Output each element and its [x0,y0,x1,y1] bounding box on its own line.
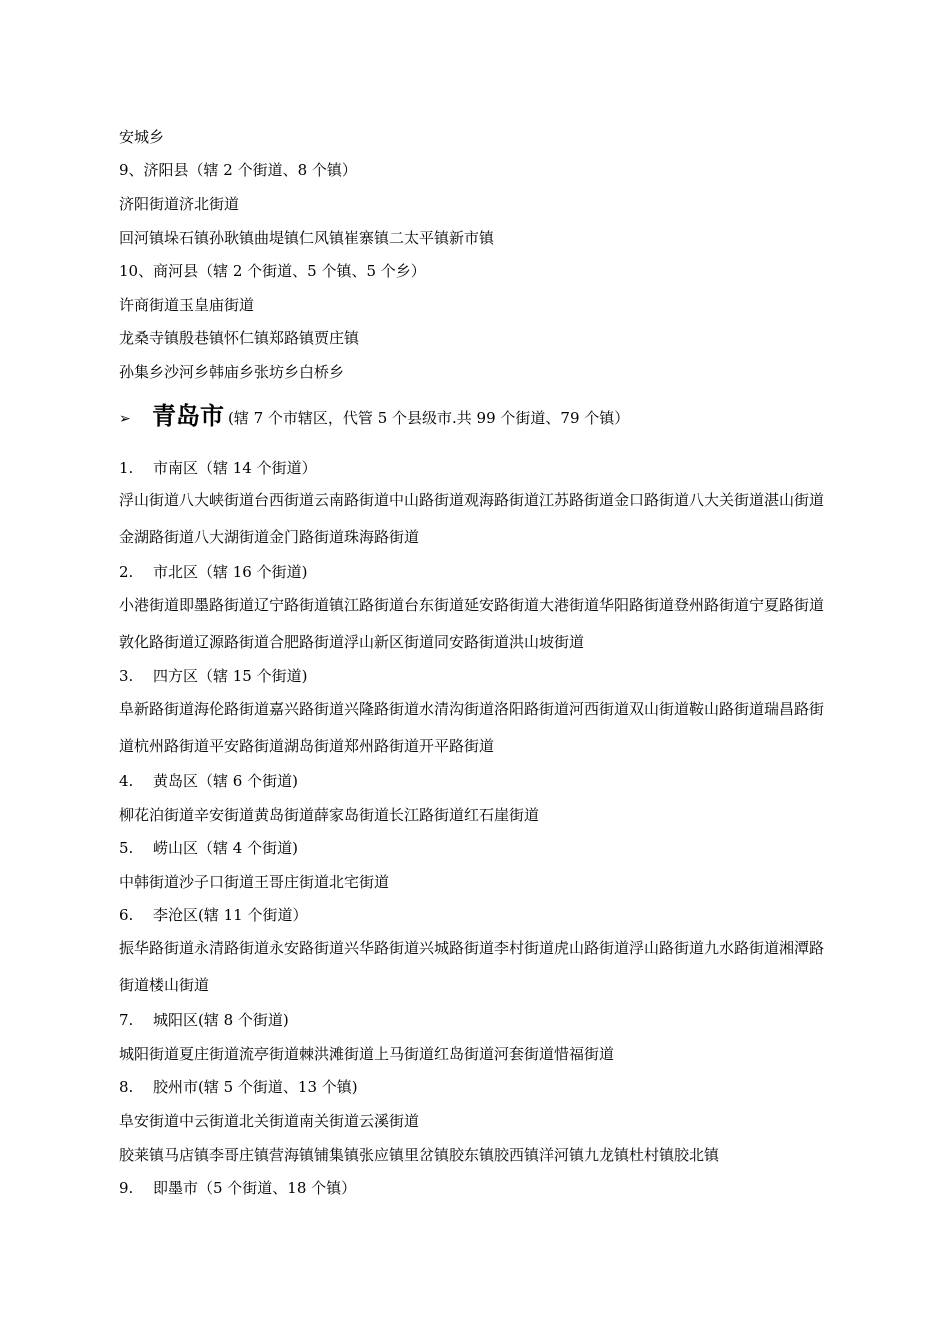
text-line: 龙桑寺镇殷巷镇怀仁镇郑路镇贾庄镇 [119,329,360,347]
district-body: 小港街道即墨路街道辽宁路街道镇江路街道台东街道延安路街道大港街道华阳路街道登州路街道宁夏路街道敦化路街道辽源路街道合肥路街道浮山新区街道同安路街道洪山坡街道 [119,596,825,651]
district-heading-text: 黄岛区（辖 6 个街道) [153,772,298,790]
list-number: 2. [119,563,134,581]
district-heading-text: 胶州市(辖 5 个街道、13 个镇) [153,1078,358,1096]
list-number: 7. [119,1011,134,1029]
list-number: 4. [119,772,134,790]
district-body: 中韩街道沙子口街道王哥庄街道北宅街道 [119,873,390,891]
district-body: 胶莱镇马店镇李哥庄镇营海镇铺集镇张应镇里岔镇胶东镇胶西镇洋河镇九龙镇杜村镇胶北镇 [119,1146,720,1164]
district-heading-text: 四方区（辖 15 个街道) [153,667,308,685]
district-heading-text: 崂山区（辖 4 个街道) [153,839,298,857]
district-heading [119,1010,831,1030]
district-heading [119,666,831,686]
list-number: 8. [119,1078,134,1096]
district-body: 阜安街道中云街道北关街道南关街道云溪街道 [119,1112,420,1130]
district-body: 振华路街道永清路街道永安路街道兴华路街道兴城路街道李村街道虎山路街道浮山路街道九水路街道湘潭路街道楼山街道 [119,939,825,994]
arrow-bullet-icon: ➢ [119,411,131,427]
section-heading-qingdao [119,398,831,438]
text-line: 济阳街道济北街道 [119,195,240,213]
district-body: 柳花泊街道辛安街道黄岛街道薛家岛街道长江路街道红石崖街道 [119,806,540,824]
county-heading-jiyang: 9、济阳县（辖 2 个街道、8 个镇） [119,161,357,179]
district-heading-text: 即墨市（5 个街道、18 个镇） [153,1179,357,1197]
district-heading [119,458,831,478]
text-line: 回河镇垛石镇孙耿镇曲堤镇仁风镇崔寨镇二太平镇新市镇 [119,229,495,247]
district-heading-text: 李沧区(辖 11 个街道） [153,906,308,924]
district-heading-text: 市南区（辖 14 个街道） [153,459,317,477]
district-heading [119,838,831,858]
text-line: 孙集乡沙河乡韩庙乡张坊乡白桥乡 [119,363,345,381]
section-title: 青岛市 [152,401,224,430]
list-number: 3. [119,667,134,685]
district-heading [119,905,831,925]
district-heading [119,562,831,582]
district-body: 城阳街道夏庄街道流亭街道棘洪滩街道上马街道红岛街道河套街道惜福街道 [119,1045,615,1063]
list-number: 1. [119,459,134,477]
section-note: (辖 7 个市辖区，代管 5 个县级市.共 99 个街道、79 个镇） [228,409,630,427]
district-heading-text: 市北区（辖 16 个街道) [153,563,308,581]
district-heading [119,1077,831,1097]
text-line: 安城乡 [119,128,165,146]
district-heading [119,1178,831,1198]
district-body: 浮山街道八大峡街道台西街道云南路街道中山路街道观海路街道江苏路街道金口路街道八大关街道湛山街道金湖路街道八大湖街道金门路街道珠海路街道 [119,491,825,546]
list-number: 9. [119,1179,134,1197]
county-heading-shanghe: 10、商河县（辖 2 个街道、5 个镇、5 个乡） [119,262,426,280]
text-line: 许商街道玉皇庙街道 [119,296,255,314]
district-heading [119,771,831,791]
district-body: 阜新路街道海伦路街道嘉兴路街道兴隆路街道水清沟街道洛阳路街道河西街道双山街道鞍山路街道瑞昌路街道杭州路街道平安路街道湖岛街道郑州路街道开平路街道 [119,700,825,755]
list-number: 5. [119,839,134,857]
district-heading-text: 城阳区(辖 8 个街道) [153,1011,289,1029]
list-number: 6. [119,906,134,924]
